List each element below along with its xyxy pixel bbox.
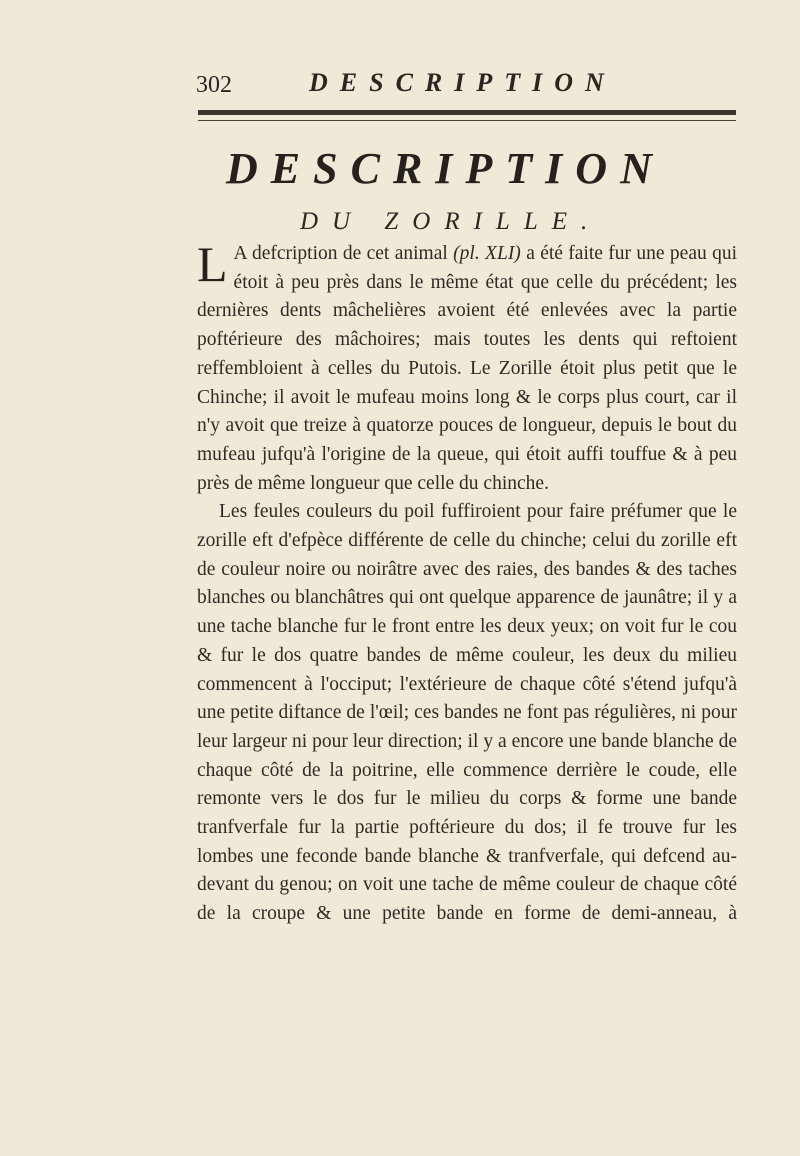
paragraph-1-rest: a été faite fur une peau qui étoit à peu près dans le même état que celle du précédent; les dernières dents mâchelières avoient été enlevées avec la partie poftérieure des mâchoires; mais toutes les dents qui reftoient reffembloient à celles du Putois. Le Zorille étoit plus petit que le Chinche; il avoit le mufeau moins long & le corps plus court, car il n'y avoit que treize à quatorze pouces de longueur, depuis le bout du mufeau jufqu'à l'origine de la queue, qui étoit auffi touffue & à peu près de même longueur que celle du chinche. bbox=[197, 243, 738, 494]
header-rule-thick bbox=[198, 110, 736, 115]
running-header bbox=[196, 66, 736, 100]
drop-cap: L bbox=[197, 236, 228, 292]
plate-reference: (pl. XLI) bbox=[453, 243, 521, 264]
chapter-title: DESCRIPTION bbox=[226, 144, 665, 193]
page-number: 302 bbox=[196, 72, 232, 98]
running-title: DESCRIPTION bbox=[309, 68, 616, 97]
paragraph-1-lead: defcription de cet animal bbox=[251, 243, 448, 264]
header-rule-thin bbox=[198, 120, 736, 121]
paragraph-1 bbox=[197, 236, 738, 498]
paragraph-2: Les feules couleurs du poil fuffiroient pour faire préfumer que le zorille eft d'efpèce différente de celle du chinche; celui du zorille eft de couleur noire ou noirâtre avec des raies, des bandes & des taches blanches ou blanchâtres qui ont quelque apparence de jaunâtre; il y a une tache blanche fur le front entre les deux yeux; on voit fur le cou & fur le dos quatre bandes de même couleur, les deux du milieu commencent à l'occiput; l'extérieure de chaque côté s'étend jufqu'à une petite diftance de l'œil; ces bandes ne font pas régulières, ni pour leur largeur ni pour leur direction; il y a encore une bande blanche de chaque côté de la poitrine, elle commence derrière le coude, elle remonte vers le dos fur le milieu du corps & forme une bande tranfverfale fur la partie poftérieure du dos; il fe trouve fur les lombes une feconde bande blanche & tranfverfale, qui defcend au-devant du genou; on voit une tache de même couleur de chaque côté de la croupe & une petite bande en forme de demi-anneau, à bbox=[197, 501, 737, 925]
chapter-subtitle: DU ZORILLE. bbox=[300, 208, 602, 235]
first-word-rest: A bbox=[233, 243, 247, 264]
body-text bbox=[197, 236, 738, 929]
